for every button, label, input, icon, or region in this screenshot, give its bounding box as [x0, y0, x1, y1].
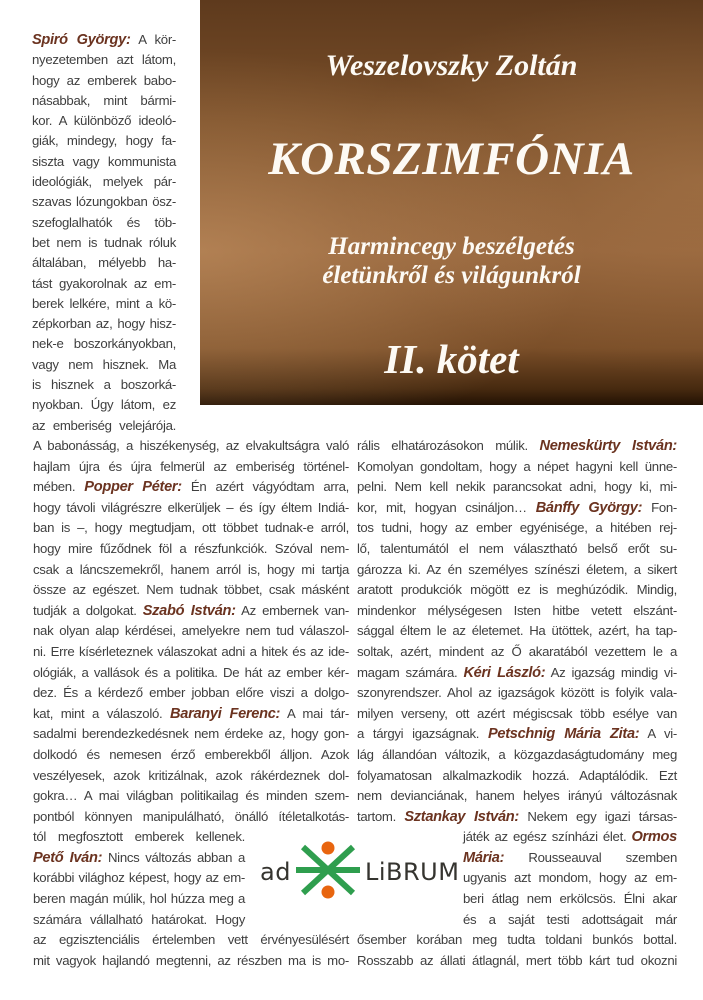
text-line: bet nem is tudnak róluk [32, 234, 176, 250]
speaker-name: Kéri László: [463, 664, 546, 681]
text-line: aratott produkciók mögött ez is meghúzódik. Mindig, [357, 582, 677, 598]
text-line: ban is –, hogy megtudjam, ott többet tudnak-e arról, [33, 520, 349, 536]
speaker-name: Popper Péter: [84, 479, 182, 496]
text-line: beren magán múlik, hol húzza meg a [33, 891, 245, 907]
text-line: nyezetemben azt látom, [32, 52, 176, 68]
logo-text-ad: ad [260, 858, 291, 886]
text-line: Pető Iván: Nincs változás abban a [33, 849, 245, 866]
text-line: hogy az emberek babo- [32, 72, 176, 88]
speaker-name: Sztankay István: [404, 808, 519, 825]
text-line: hajlam újra és újra felmerül az emberiség történel- [33, 458, 349, 474]
text-line: ugyanis azt mondom, hogy az em- [463, 870, 677, 886]
speaker-name: Ormos [631, 829, 677, 846]
text-line: nem devianciának, hanem helyes irányú változásnak [357, 788, 677, 804]
text-line: lág állandóan változik, a közgazdaságtudomány meg [357, 746, 677, 762]
logo-text-librum: LiBRUM [364, 858, 460, 886]
cover-subtitle-line1: Harmincegy beszélgetés [328, 233, 575, 260]
text-line: milyen verseny, ott azért mégiscsak több esélye van [357, 705, 677, 721]
text-line: kor. A különböző ideoló- [32, 113, 176, 129]
ad-librum-star-icon [295, 841, 361, 904]
cover-subtitle-line2: életünkről és világunkról [322, 262, 581, 289]
cover-author: Weszelovszky Zoltán [325, 49, 578, 82]
speaker-name: Pető Iván: [33, 849, 103, 866]
text-line: Mária: Rousseauval szemben [463, 849, 677, 866]
text-line: giák, mindegy, hogy fa- [32, 133, 176, 149]
text-line: veszélyesek, azok kritizálnak, azok rákérdeznek dol- [33, 767, 349, 783]
text-line: csak a láncszemekről, hanem arról is, hogy mi tartja [33, 561, 349, 577]
text-line: dez. És a kérdező ember jobban előre viszi a dolgo- [33, 685, 349, 701]
text-line: mében. Popper Péter: Én azért vágyódtam arra, [33, 479, 349, 496]
text-line: A babonásság, a hiszékenység, az elvakultságra való [33, 438, 349, 453]
text-line: tartom. Sztankay István: Nekem egy igazi társas- [357, 808, 677, 825]
text-line: berek lelkére, mint a kö- [32, 295, 176, 311]
text-line: pontból könnyen manipulálható, önálló ítéletalkotás- [33, 808, 349, 824]
text-line: sággal éltem le az életemet. Ha ütöttek, azért, ha tap- [357, 623, 677, 639]
text-line: mit vagyok hajlandó megtenni, az részben ma is mo- [33, 952, 349, 968]
text-line: tudják a dolgokat. Szabó István: Az embernek van- [33, 602, 349, 619]
text-line: ológiák, a vallások és a politika. De hát az ember kér- [33, 664, 349, 680]
cover-title: KORSZIMFÓNIA [268, 133, 635, 185]
text-line: szefoglalhatók és töb- [32, 214, 176, 230]
text-line: ni. Erre kísérleteznek válaszokat adni a hitek és az ide- [33, 643, 349, 659]
text-line: korábbi világhoz képest, hogy az em- [33, 870, 245, 886]
text-line: ideológiák, melyek pár- [32, 174, 176, 190]
text-line: soltak, azért, mindent az Ő akaratából vezettem le a [357, 643, 677, 659]
text-line: folyamatosan alkalmazkodik hozzá. Adaptálódik. Ezt [357, 767, 677, 783]
text-line: mindenkor mélységesen Isten hitbe vetett elszánt- [357, 602, 677, 618]
cover-volume: II. kötet [384, 336, 519, 382]
text-line: gokra… A mai világban politikailag és minden szem- [33, 788, 349, 804]
text-line: ősember korában meg tudta toldani bunkós bottal. [357, 932, 677, 948]
text-line: az emberiség velejárója. [32, 417, 176, 433]
speaker-name: Bánffy György: [535, 499, 643, 516]
text-line: általában, mélyebb ha- [32, 255, 176, 271]
speaker-name: Baranyi Ferenc: [170, 705, 281, 722]
text-line: kat, mint a válaszoló. Baranyi Ferenc: A mai tár- [33, 705, 350, 722]
text-line: nyokban. Úgy látom, ez [32, 397, 176, 413]
book-cover [200, 0, 703, 405]
text-line: magam számára. Kéri László: Az igazság mindig vi- [357, 664, 677, 681]
speaker-name: Szabó István: [142, 602, 236, 619]
text-line: rális elhatározásokon múlik. Nemeskürty István: [357, 438, 677, 454]
speaker-name: Mária: [463, 849, 505, 866]
publisher-logo [260, 836, 460, 908]
text-line: hogy mire fűződnek föl a részfunkciók. Szóval nem- [33, 540, 349, 556]
intro-column [32, 30, 176, 436]
text-line: lő, talentumától el nem választható belső erőt su- [357, 540, 677, 556]
text-line: játék az egész színházi élet. Ormos [463, 829, 677, 846]
text-line: vagy nem hisznek. Ma [32, 356, 176, 372]
text-line: zépkorban az, hogy hisz- [32, 316, 176, 332]
text-line: szonyrendszer. Ahol az igazságok között is folyik vala- [357, 685, 677, 701]
text-line: össze az egészet. Nem tudnak többet, csak másként [33, 582, 349, 598]
text-line: Rosszabb az állati átlagnál, mert több kárt tud okozni [357, 952, 677, 968]
text-line: tást gyakorolnak az em- [32, 275, 176, 291]
text-line: sadalmi berendezkedésnek nem érdeke az, hogy gon- [33, 726, 349, 742]
text-line: hogy távoli világrészre elkerüljek – és így éltem Indiá- [33, 499, 349, 515]
speaker-name: Nemeskürty István: [539, 438, 677, 454]
text-line: az egzisztenciális értelemben vett érvényesülésért [33, 932, 349, 948]
speaker-name: Petschnig Mária Zita: [487, 726, 640, 743]
text-line: is hisznek a boszorká- [32, 377, 176, 393]
text-line: nak olyan alap kérdései, amelyekre nem tud válaszol- [33, 623, 349, 639]
text-line: szavas lózungokban ösz- [32, 194, 176, 210]
text-line: tól megfosztott emberek kellenek. [33, 829, 245, 845]
text-line: beri átlag nem erkölcsös. Élni akar [463, 891, 677, 907]
speaker-name: Spiró György: [32, 32, 131, 48]
text-line: számára vállalható határokat. Hogy [33, 911, 245, 927]
text-line: dolkodó és nemesen érző emberekből álljon. Azok [33, 746, 349, 762]
text-line: gározza ki. Az én személyes színészi életem, a sikert [357, 561, 677, 577]
text-line: és a saját testi adottságait már [463, 911, 677, 927]
text-line: siszta vagy kommunista [32, 153, 176, 169]
text-line: pelni. Nem kell nekik parancsokat adni, hogy ki, mi- [357, 479, 677, 495]
text-line: tos tudni, hogy az ember egyénisége, a hitében rej- [357, 520, 677, 536]
text-line: násabbak, mint bármi- [32, 92, 176, 108]
text-line: nek-e boszorkányokban, [32, 336, 176, 352]
text-line: a tárgyi igazságnak. Petschnig Mária Zita: A vi- [357, 726, 677, 743]
text-line: kor, mit, hogyan csináljon… Bánffy György: Fon- [357, 499, 678, 516]
text-line: Spiró György: A kör- [32, 32, 177, 48]
cover-subtitle [200, 232, 703, 290]
text-line: Komolyan gondoltam, hogy a népet hagyni kell ünne- [357, 458, 677, 474]
